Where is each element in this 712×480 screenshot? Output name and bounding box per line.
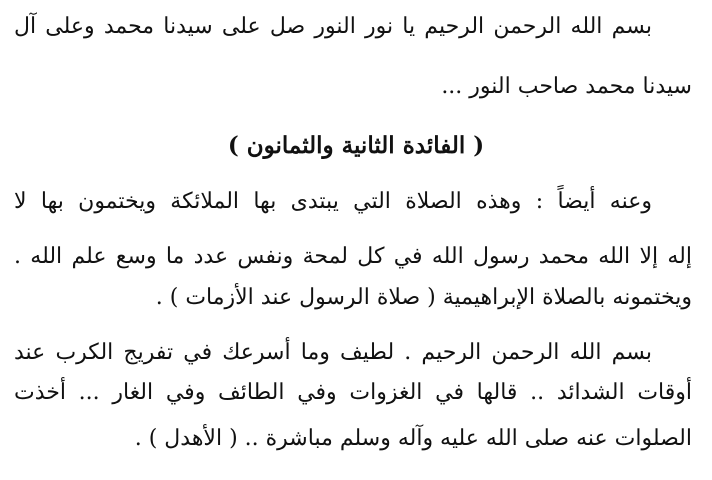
paragraph-2-line-3: الصلوات عنه صلى الله عليه وآله وسلم مباشرة .. ( الأهدل ) . (134, 426, 692, 451)
paragraph-1-line-1: وعنه أيضاً : وهذه الصلاة التي يبتدى بها الملائكة ويختمون بها لا (14, 189, 652, 214)
paragraph-2-line-2: أوقات الشدائد .. قالها في الغزوات وفي الطائف وفي الغار ... أخذت (14, 380, 692, 405)
paragraph-2-line-1: بسم الله الرحمن الرحيم . لطيف وما أسرعك في تفريج الكرب عند (14, 340, 652, 365)
section-heading: ( الفائدة الثانية والثمانون ) (227, 132, 485, 159)
intro-line-1: بسم الله الرحمن الرحيم يا نور النور صل على سيدنا محمد وعلى آل (14, 14, 652, 39)
paragraph-1-line-2: إله إلا الله محمد رسول الله في كل لمحة ونفس عدد ما وسع علم الله . (14, 244, 692, 269)
intro-line-2: سيدنا محمد صاحب النور ... (441, 74, 692, 99)
paragraph-1-line-3: ويختمونه بالصلاة الإبراهيمية ( صلاة الرسول عند الأزمات ) . (155, 285, 692, 310)
